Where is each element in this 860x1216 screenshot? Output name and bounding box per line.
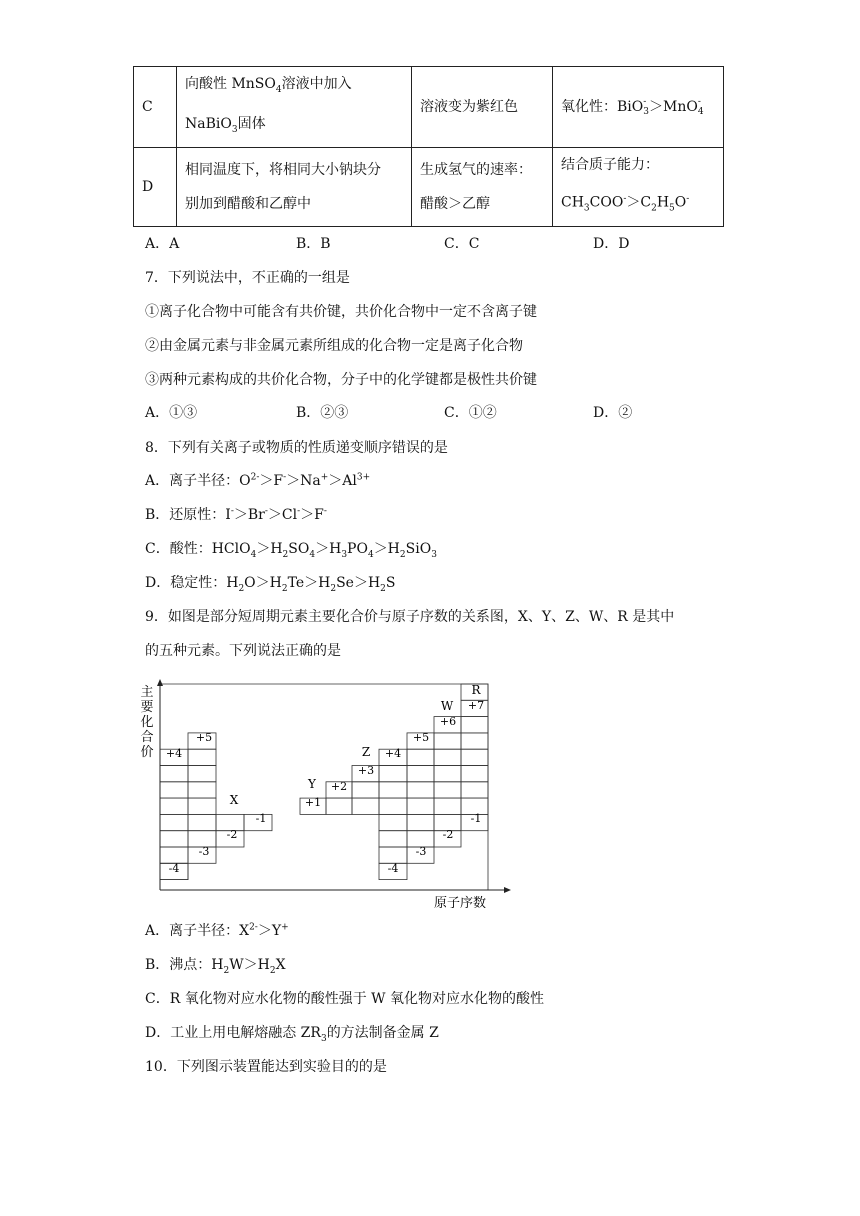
q7-statement-2: ②由金属元素与非金属元素所组成的化合物一定是离子化合物 [145,338,523,354]
grid-cell [379,766,407,782]
phenomenon-cell: 溶液变为紫红色 [412,67,553,148]
q7-option-c: C．①② [444,405,497,421]
valence-label: +4 [165,747,183,760]
grid-cell [160,766,188,782]
grid-cell [160,847,188,863]
q6-option-d: D．D [593,236,630,252]
q7-statement-3: ③两种元素构成的共价化合物，分子中的化学键都是极性共价键 [145,372,537,388]
grid-cell [188,782,216,798]
valence-label: -3 [415,845,427,858]
q7-stem: 7．下列说法中，不正确的一组是 [145,270,350,286]
figure-frame [160,684,488,890]
valence-label: +2 [330,780,348,793]
grid-cell [379,831,407,847]
grid-cell [188,814,216,830]
grid-cell [407,798,434,814]
grid-cell [407,749,434,765]
conclusion-cell: 结合质子能力： $CH_3COO^->C_2H_5O^-$ [553,147,724,226]
valence-label: -4 [168,862,180,875]
valence-label: -2 [442,828,454,841]
conclusion-cell: 氧化性：BiO - 3 ＞MnO - 4 [553,67,724,148]
y-axis-label-char: 合 [140,730,154,745]
grid-cell [188,766,216,782]
grid-cell [434,749,461,765]
q9-stem-line2: 的五种元素。下列说法正确的是 [145,643,341,659]
grid-cell [160,782,188,798]
table-row [134,147,724,226]
q7-option-b: B．②③ [296,405,349,421]
element-label-x: X [229,793,239,807]
grid-cell [461,782,488,798]
y-axis-label-char: 要 [140,700,154,715]
grid-cell [352,782,379,798]
table-row [134,67,724,148]
row-label: C [134,67,177,148]
valence-label: +3 [357,764,375,777]
phenomenon-cell: 生成氢气的速率： 醋酸＞乙醇 [412,147,553,226]
grid-cell [434,798,461,814]
grid-cell [160,798,188,814]
q7-option-a: A．①③ [145,405,198,421]
element-label-r: R [471,683,481,697]
valence-label: +4 [384,747,402,760]
grid-cell [461,749,488,765]
grid-cell [188,749,216,765]
q6-option-a: A．A [145,236,180,252]
grid-cell [407,782,434,798]
valence-label: +5 [412,731,430,744]
grid-cell [434,782,461,798]
q6-option-c: C．C [444,236,480,252]
grid-cell [407,766,434,782]
grid-cell [326,798,352,814]
operation-cell: 相同温度下，将相同大小钠块分 别加到醋酸和乙醇中 [177,147,412,226]
q6-option-b: B．B [296,236,331,252]
element-label-y: Y [308,777,316,791]
grid-cell [434,766,461,782]
grid-cell [188,798,216,814]
grid-cell [379,782,407,798]
grid-cell [160,831,188,847]
valence-label: -1 [255,812,267,825]
grid-cell [407,814,434,830]
grid-cell [379,798,407,814]
valence-label: +7 [467,699,485,712]
grid-cell [461,733,488,749]
valence-figure [138,676,528,908]
y-axis-label-char: 价 [140,745,154,760]
q9-stem-line1: 9．如图是部分短周期元素主要化合价与原子序数的关系图，X、Y、Z、W、R 是其中 [145,609,675,625]
grid-cell [379,814,407,830]
q9-option-c: C．R 氧化物对应水化物的酸性强于 W 氧化物对应水化物的酸性 [145,991,544,1007]
q7-statement-1: ①离子化合物中可能含有共价键，共价化合物中一定不含离子键 [145,304,537,320]
grid-cell [461,717,488,733]
grid-cell [160,814,188,830]
element-label-z: Z [361,745,371,759]
q8-option-a: A．离子半径：$O^{2-}>F^->Na^+>Al^{3+}$ [145,472,371,489]
y-axis-label-char: 化 [140,715,154,730]
valence-label: -4 [387,862,399,875]
q7-option-d: D．② [593,405,633,421]
valence-label: -2 [226,828,238,841]
operation-cell: 向酸性 MnSO$_4$溶液中加入 NaBiO$_3$固体 [177,67,412,148]
grid-cell [352,798,379,814]
element-label-w: W [440,699,454,713]
q8-stem: 8．下列有关离子或物质的性质递变顺序错误的是 [145,440,448,456]
q10-stem: 10．下列图示装置能达到实验目的的是 [145,1059,387,1075]
q9-option-d: D．工业上用电解熔融态 $ZR_3$的方法制备金属 Z [145,1025,439,1044]
valence-label: +5 [195,731,213,744]
q9-option-a: A．离子半径：$X^{2-}>Y^+$ [145,922,289,939]
grid-cell [461,766,488,782]
q8-option-d: D．稳定性：$H_2O>H_2Te>H_2Se>H_2S$ [145,575,396,594]
valence-label: +1 [304,796,322,809]
grid-cell [434,733,461,749]
valence-label: +6 [439,715,457,728]
row-label: D [134,147,177,226]
q9-option-b: B．沸点：$H_2W>H_2X$ [145,957,286,976]
valence-label: -3 [198,845,210,858]
q8-option-b: B．还原性：I-＞Br-＞Cl-＞F- [145,506,327,523]
x-axis-label: 原子序数 [434,896,487,908]
grid-cell [379,847,407,863]
valence-label: -1 [470,812,482,825]
q8-option-c: C．酸性：$HClO_4>H_2SO_4>H_3PO_4>H_2SiO_3$ [145,541,437,560]
experiment-table [133,66,724,227]
y-axis-label-char: 主 [140,685,154,700]
